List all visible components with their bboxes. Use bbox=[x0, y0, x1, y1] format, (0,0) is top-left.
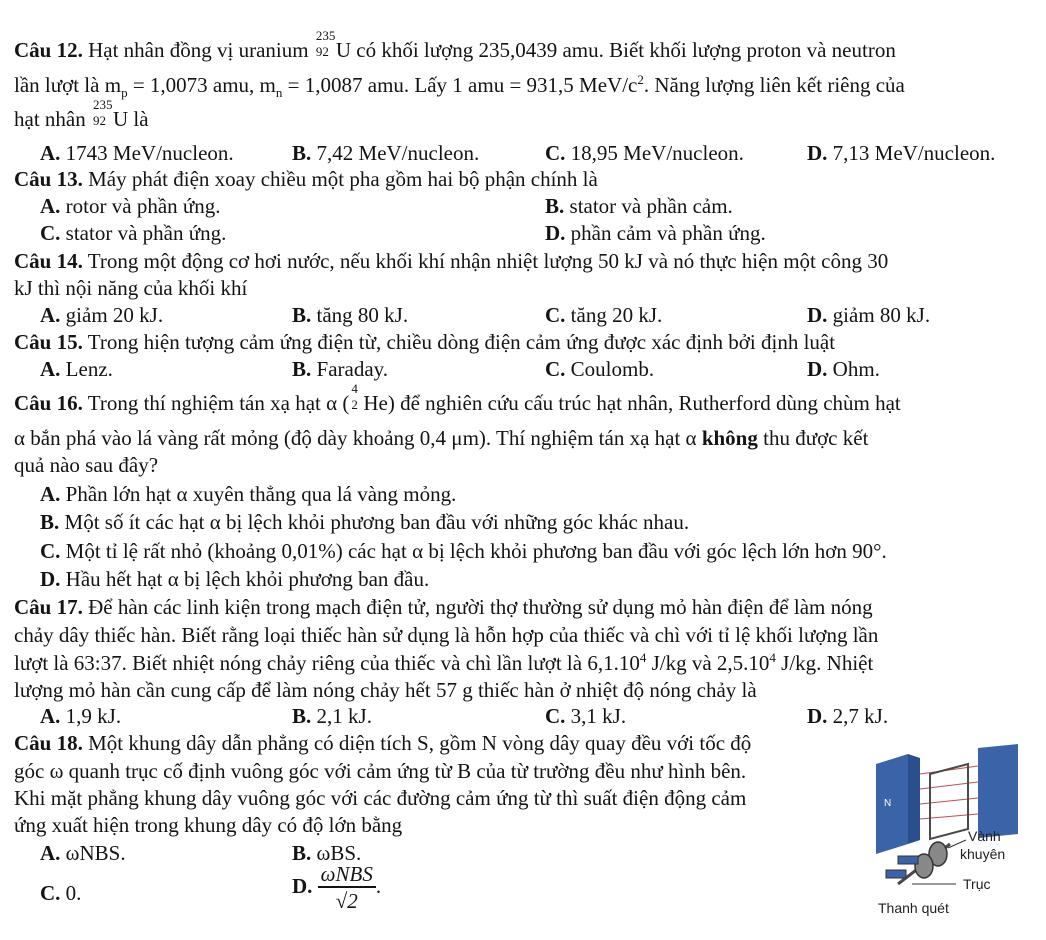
q17-option-c[interactable]: C. 3,1 kJ. bbox=[545, 704, 627, 728]
q18-line1: Câu 18. Một khung dây dẫn phẳng có diện tích S, gồm N vòng dây quay đều với tốc độ bbox=[14, 731, 752, 755]
q18-option-b[interactable]: B. ωBS. bbox=[292, 841, 362, 865]
q14-option-d[interactable]: D. giảm 80 kJ. bbox=[807, 303, 931, 327]
q16-line2: α bắn phá vào lá vàng rất mỏng (độ dày khoảng 0,4 μm). Thí nghiệm tán xạ hạt α không thu được kết bbox=[14, 426, 869, 450]
q15-line1: Câu 15. Trong hiện tượng cảm ứng điện từ, chiều dòng điện cảm ứng được xác định bởi định luật bbox=[14, 330, 836, 354]
q15-option-b[interactable]: B. Faraday. bbox=[292, 357, 389, 381]
label-brush: Thanh quét bbox=[878, 900, 949, 916]
q16-option-c[interactable]: C. Một tỉ lệ rất nhỏ (khoảng 0,01%) các hạt α bị lệch khỏi phương ban đầu với góc lệch lớn hơn 90°. bbox=[40, 539, 887, 563]
pole-label: N bbox=[884, 798, 892, 809]
q16-number: Câu 16. bbox=[14, 391, 83, 415]
q17-number: Câu 17. bbox=[14, 595, 83, 619]
q12-line3: hạt nhân 235 92 U là bbox=[14, 97, 149, 131]
label-ring-2: khuyên bbox=[960, 846, 1006, 862]
magnet-right bbox=[978, 744, 1018, 838]
q16-line3: quả nào sau đây? bbox=[14, 453, 159, 477]
q15-option-d[interactable]: D. Ohm. bbox=[807, 357, 880, 381]
q16-option-a[interactable]: A. Phần lớn hạt α xuyên thẳng qua lá vàng mỏng. bbox=[40, 482, 457, 506]
q12-option-a[interactable]: A. 1743 MeV/nucleon. bbox=[40, 141, 234, 165]
fraction-omega-nbs-over-sqrt2: $\frac{\text{ωNBS}}{√2}$ bbox=[318, 862, 376, 914]
q12-option-d[interactable]: D. 7,13 MeV/nucleon. bbox=[807, 141, 996, 165]
q13-option-d[interactable]: D. phần cảm và phần ứng. bbox=[545, 221, 766, 245]
magnet-left bbox=[876, 754, 908, 854]
q12-option-c[interactable]: C. 18,95 MeV/nucleon. bbox=[545, 141, 744, 165]
q15-option-a[interactable]: A. Lenz. bbox=[40, 357, 113, 381]
q17-line3: lượt là 63:37. Biết nhiệt nóng chảy riêng của thiếc và chì lần lượt là 6,1.10$^4$ J/kg và 2,5.10$^4$ J/kg. Nhiệt bbox=[14, 650, 874, 675]
q13-option-c[interactable]: C. stator và phần ứng. bbox=[40, 221, 227, 245]
q17-line2: chảy dây thiếc hàn. Biết rằng loại thiếc hàn sử dụng là hỗn hợp của thiếc và chì với tỉ lệ khối lượng lần bbox=[14, 623, 879, 647]
q14-option-c[interactable]: C. tăng 20 kJ. bbox=[545, 303, 663, 327]
q18-option-a[interactable]: A. ωNBS. bbox=[40, 841, 126, 865]
label-ring: Vành bbox=[968, 828, 1001, 844]
uranium-nuclide-2: 235 92 bbox=[92, 97, 113, 128]
q12-option-b[interactable]: B. 7,42 MeV/nucleon. bbox=[292, 141, 480, 165]
helium-nuclide: 4 2 bbox=[351, 381, 358, 412]
q15-option-c[interactable]: C. Coulomb. bbox=[545, 357, 655, 381]
q12-line1: Câu 12. Hạt nhân đồng vị uranium 235 92 U có khối lượng 235,0439 amu. Biết khối lượng proton và neutron bbox=[14, 28, 896, 62]
q18-line2: góc ω quanh trục cố định vuông góc với cảm ứng từ B của từ trường đều như hình bên. bbox=[14, 759, 747, 783]
brush-1 bbox=[898, 856, 918, 864]
q12-line2: lần lượt là $m_p = 1,0073$ amu, $m_n = 1,0087$ amu. Lấy 1 amu = 931,5 MeV/$c^2$. Năng lượng liên kết riêng của bbox=[14, 72, 905, 101]
uranium-nuclide: 235 92 bbox=[315, 28, 336, 59]
q16-option-d[interactable]: D. Hầu hết hạt α bị lệch khỏi phương ban đầu. bbox=[40, 567, 430, 591]
q12-number: Câu 12. bbox=[14, 38, 83, 62]
q16-option-b[interactable]: B. Một số ít các hạt α bị lệch khỏi phương ban đầu với những góc khác nhau. bbox=[40, 510, 690, 534]
q14-number: Câu 14. bbox=[14, 249, 83, 273]
q18-option-d[interactable]: D. $\frac{\text{ωNBS}}{√2}$ . bbox=[292, 862, 382, 913]
q14-option-b[interactable]: B. tăng 80 kJ. bbox=[292, 303, 409, 327]
q17-option-a[interactable]: A. 1,9 kJ. bbox=[40, 704, 122, 728]
q17-option-d[interactable]: D. 2,7 kJ. bbox=[807, 704, 889, 728]
q15-number: Câu 15. bbox=[14, 330, 83, 354]
q14-line2: kJ thì nội năng của khối khí bbox=[14, 276, 248, 300]
q18-line3: Khi mặt phẳng khung dây vuông góc với các đường cảm ứng từ thì suất điện động cảm bbox=[14, 786, 747, 810]
q13-number: Câu 13. bbox=[14, 167, 83, 191]
q12-stem: Hạt nhân đồng vị uranium bbox=[88, 38, 309, 62]
q13-option-b[interactable]: B. stator và phần cảm. bbox=[545, 194, 733, 218]
label-axis: Trục bbox=[963, 876, 991, 892]
q18-option-c[interactable]: C. 0. bbox=[40, 881, 82, 905]
q17-line1: Câu 17. Để hàn các linh kiện trong mạch điện tử, người thợ thường sử dụng mỏ hàn điện để làm nóng bbox=[14, 595, 873, 619]
q18-number: Câu 18. bbox=[14, 731, 83, 755]
q17-option-b[interactable]: B. 2,1 kJ. bbox=[292, 704, 372, 728]
brush-2 bbox=[886, 870, 906, 878]
q13-line1: Câu 13. Máy phát điện xoay chiều một pha gồm hai bộ phận chính là bbox=[14, 167, 598, 191]
q14-line1: Câu 14. Trong một động cơ hơi nước, nếu khối khí nhận nhiệt lượng 50 kJ và nó thực hiện một công 30 bbox=[14, 249, 889, 273]
q17-line4: lượng mỏ hàn cần cung cấp để làm nóng chảy hết 57 g thiếc hàn ở nhiệt độ nóng chảy là bbox=[14, 678, 757, 702]
q14-option-a[interactable]: A. giảm 20 kJ. bbox=[40, 303, 164, 327]
q18-line4: ứng xuất hiện trong khung dây có độ lớn bằng bbox=[14, 813, 403, 837]
generator-figure bbox=[868, 744, 1038, 919]
q16-line1: Câu 16. Trong thí nghiệm tán xạ hạt α ( 4 2 He) để nghiên cứu cấu trúc hạt nhân, Rutherford dùng chùm hạt bbox=[14, 381, 901, 415]
generator-diagram bbox=[868, 744, 1038, 919]
q13-option-a[interactable]: A. rotor và phần ứng. bbox=[40, 194, 221, 218]
